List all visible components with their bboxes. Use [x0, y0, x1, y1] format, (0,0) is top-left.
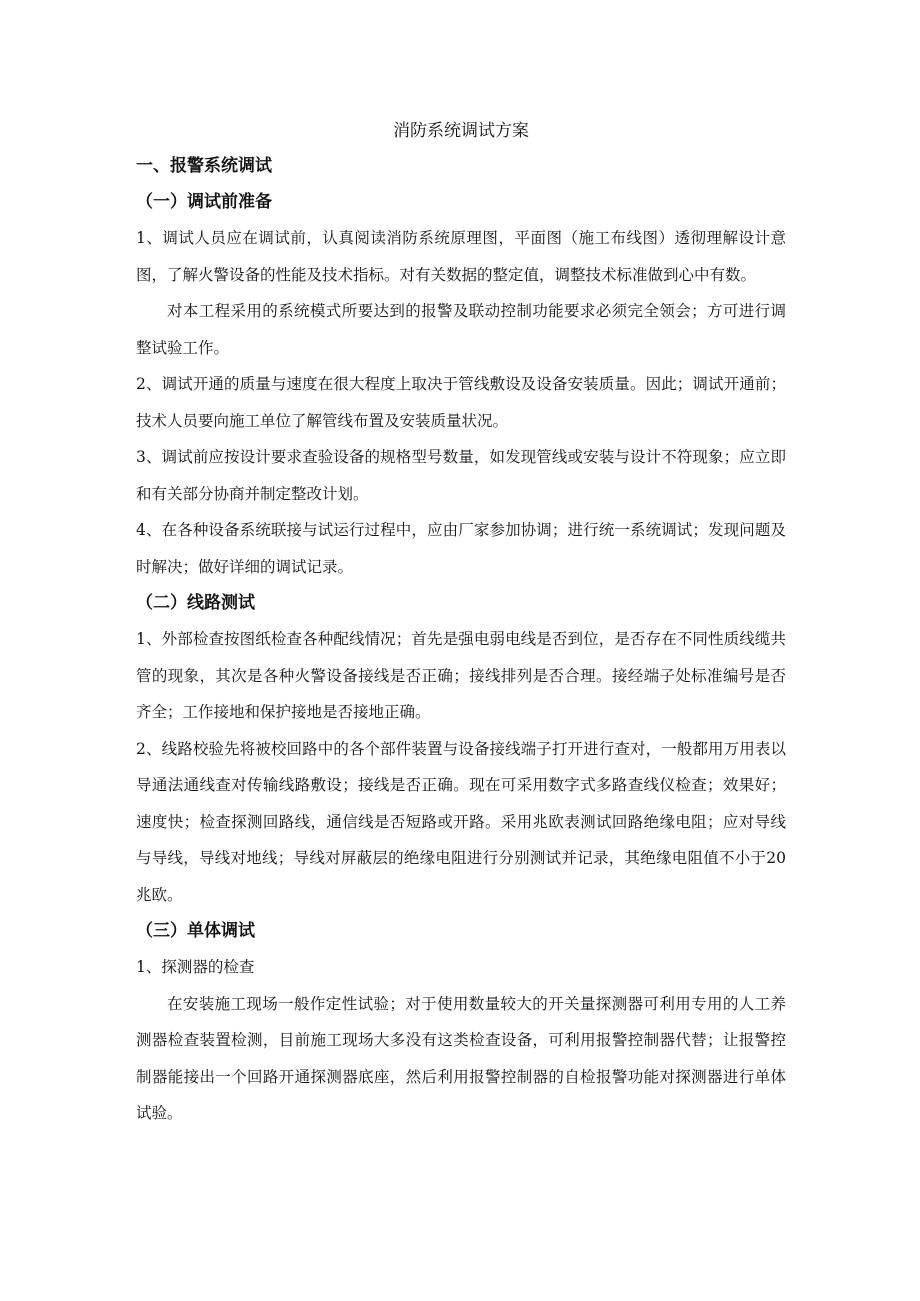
paragraph: 1、外部检查按图纸检查各种配线情况；首先是强电弱电线是否到位，是否存在不同性质线缆共管的现象，其次是各种火警设备接线是否正确；接线排列是否合理。接经端子处标准编号是否齐全；工作接地和保护接地是否接地正确。 [136, 630, 786, 721]
paragraph: 2、调试开通的质量与速度在很大程度上取决于管线敷设及设备安装质量。因此；调试开通前；技术人员要向施工单位了解管线布置及安装质量状况。 [136, 375, 786, 430]
document-page [136, 114, 786, 1132]
document-title: 消防系统调试方案 [393, 121, 529, 141]
subsection-heading-line-test: （二）线路测试 [136, 593, 255, 613]
paragraph: 对本工程采用的系统模式所要达到的报警及联动控制功能要求必须完全领会；方可进行调整试验工作。 [136, 302, 786, 357]
paragraph: 1、调试人员应在调试前，认真阅读消防系统原理图，平面图（施工布线图）透彻理解设计意图，了解火警设备的性能及技术指标。对有关数据的整定值，调整技术标准做到心中有数。 [136, 229, 786, 284]
subsection-heading-unit-test: （三）单体调试 [136, 921, 255, 941]
paragraph: 3、调试前应按设计要求查验设备的规格型号数量，如发现管线或安装与设计不符现象；应立即和有关部分协商并制定整改计划。 [136, 448, 786, 503]
section-heading-alarm-system: 一、报警系统调试 [136, 156, 272, 176]
subsection-heading-preparation: （一）调试前准备 [136, 192, 272, 212]
paragraph: 4、在各种设备系统联接与试运行过程中，应由厂家参加协调；进行统一系统调试；发现问题及时解决；做好详细的调试记录。 [136, 521, 786, 576]
paragraph: 1、探测器的检查 [136, 958, 255, 976]
paragraph: 2、线路校验先将被校回路中的各个部件装置与设备接线端子打开进行查对，一般都用万用表以导通法通线查对传输线路敷设；接线是否正确。现在可采用数字式多路查线仪检查；效果好；速度快；检查探测回路线，通信线是否短路或开路。采用兆欧表测试回路绝缘电阻；应对导线与导线，导线对地线；导线对屏蔽层的绝缘电阻进行分别测试并记录，其绝缘电阻值不小于20兆欧。 [136, 739, 786, 904]
paragraph: 在安装施工现场一般作定性试验；对于使用数量较大的开关量探测器可利用专用的人工养测器检查装置检测，目前施工现场大多没有这类检查设备，可利用报警控制器代替；让报警控制器能接出一个回路开通探测器底座，然后利用报警控制器的自检报警功能对探测器进行单体试验。 [136, 994, 786, 1122]
